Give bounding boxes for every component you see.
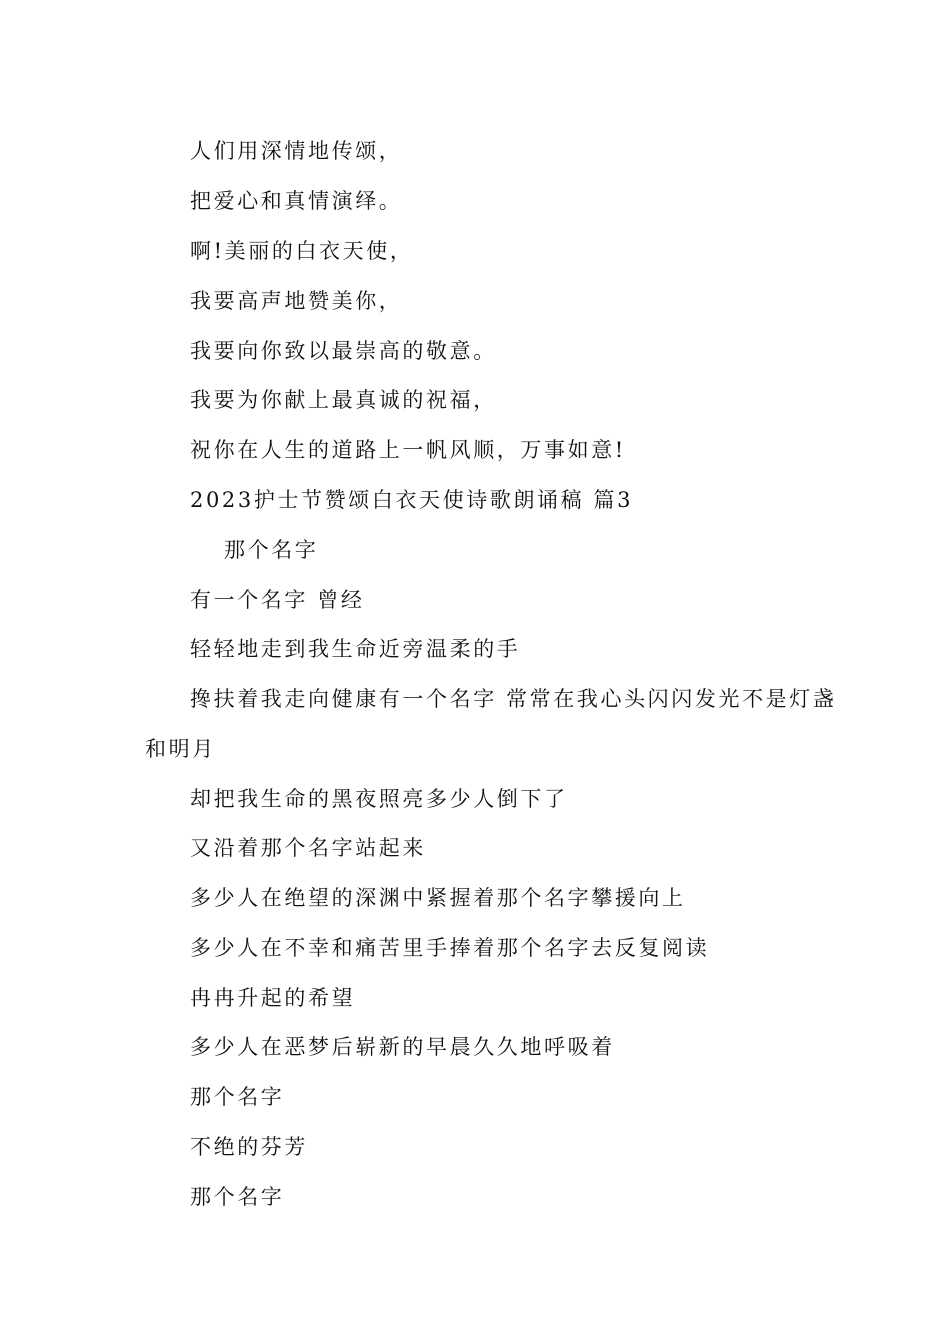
section-heading: 2023护士节赞颂白衣天使诗歌朗诵稿 篇3 <box>190 488 634 512</box>
poem-line: 冉冉升起的希望 <box>190 986 356 1010</box>
poem-line: 祝你在人生的道路上一帆风顺，万事如意! <box>190 438 626 462</box>
poem-line-continuation: 和明月 <box>145 737 216 761</box>
poem-line: 我要为你献上最真诚的祝福， <box>190 388 497 412</box>
poem-line: 又沿着那个名字站起来 <box>190 836 426 860</box>
poem-line: 把爱心和真情演绎。 <box>190 189 403 213</box>
poem-line: 那个名字 <box>190 1085 285 1109</box>
poem-line: 多少人在恶梦后崭新的早晨久久地呼吸着 <box>190 1035 615 1059</box>
poem-line: 人们用深情地传颂， <box>190 139 403 163</box>
poem-line: 不绝的芬芳 <box>190 1135 308 1159</box>
poem-line: 我要向你致以最崇高的敬意。 <box>190 339 497 363</box>
poem-line: 却把我生命的黑夜照亮多少人倒下了 <box>190 787 568 811</box>
poem-line: 轻轻地走到我生命近旁温柔的手 <box>190 637 521 661</box>
poem-line: 有一个名字 曾经 <box>190 588 365 612</box>
poem-title: 那个名字 <box>224 538 319 562</box>
poem-line: 多少人在绝望的深渊中紧握着那个名字攀援向上 <box>190 886 686 910</box>
poem-line: 我要高声地赞美你， <box>190 289 403 313</box>
poem-line: 那个名字 <box>190 1185 285 1209</box>
poem-line: 多少人在不幸和痛苦里手捧着那个名字去反复阅读 <box>190 936 710 960</box>
poem-line: 啊!美丽的白衣天使， <box>190 239 414 263</box>
poem-line: 搀扶着我走向健康有一个名字 常常在我心头闪闪发光不是灯盏 <box>190 687 837 711</box>
